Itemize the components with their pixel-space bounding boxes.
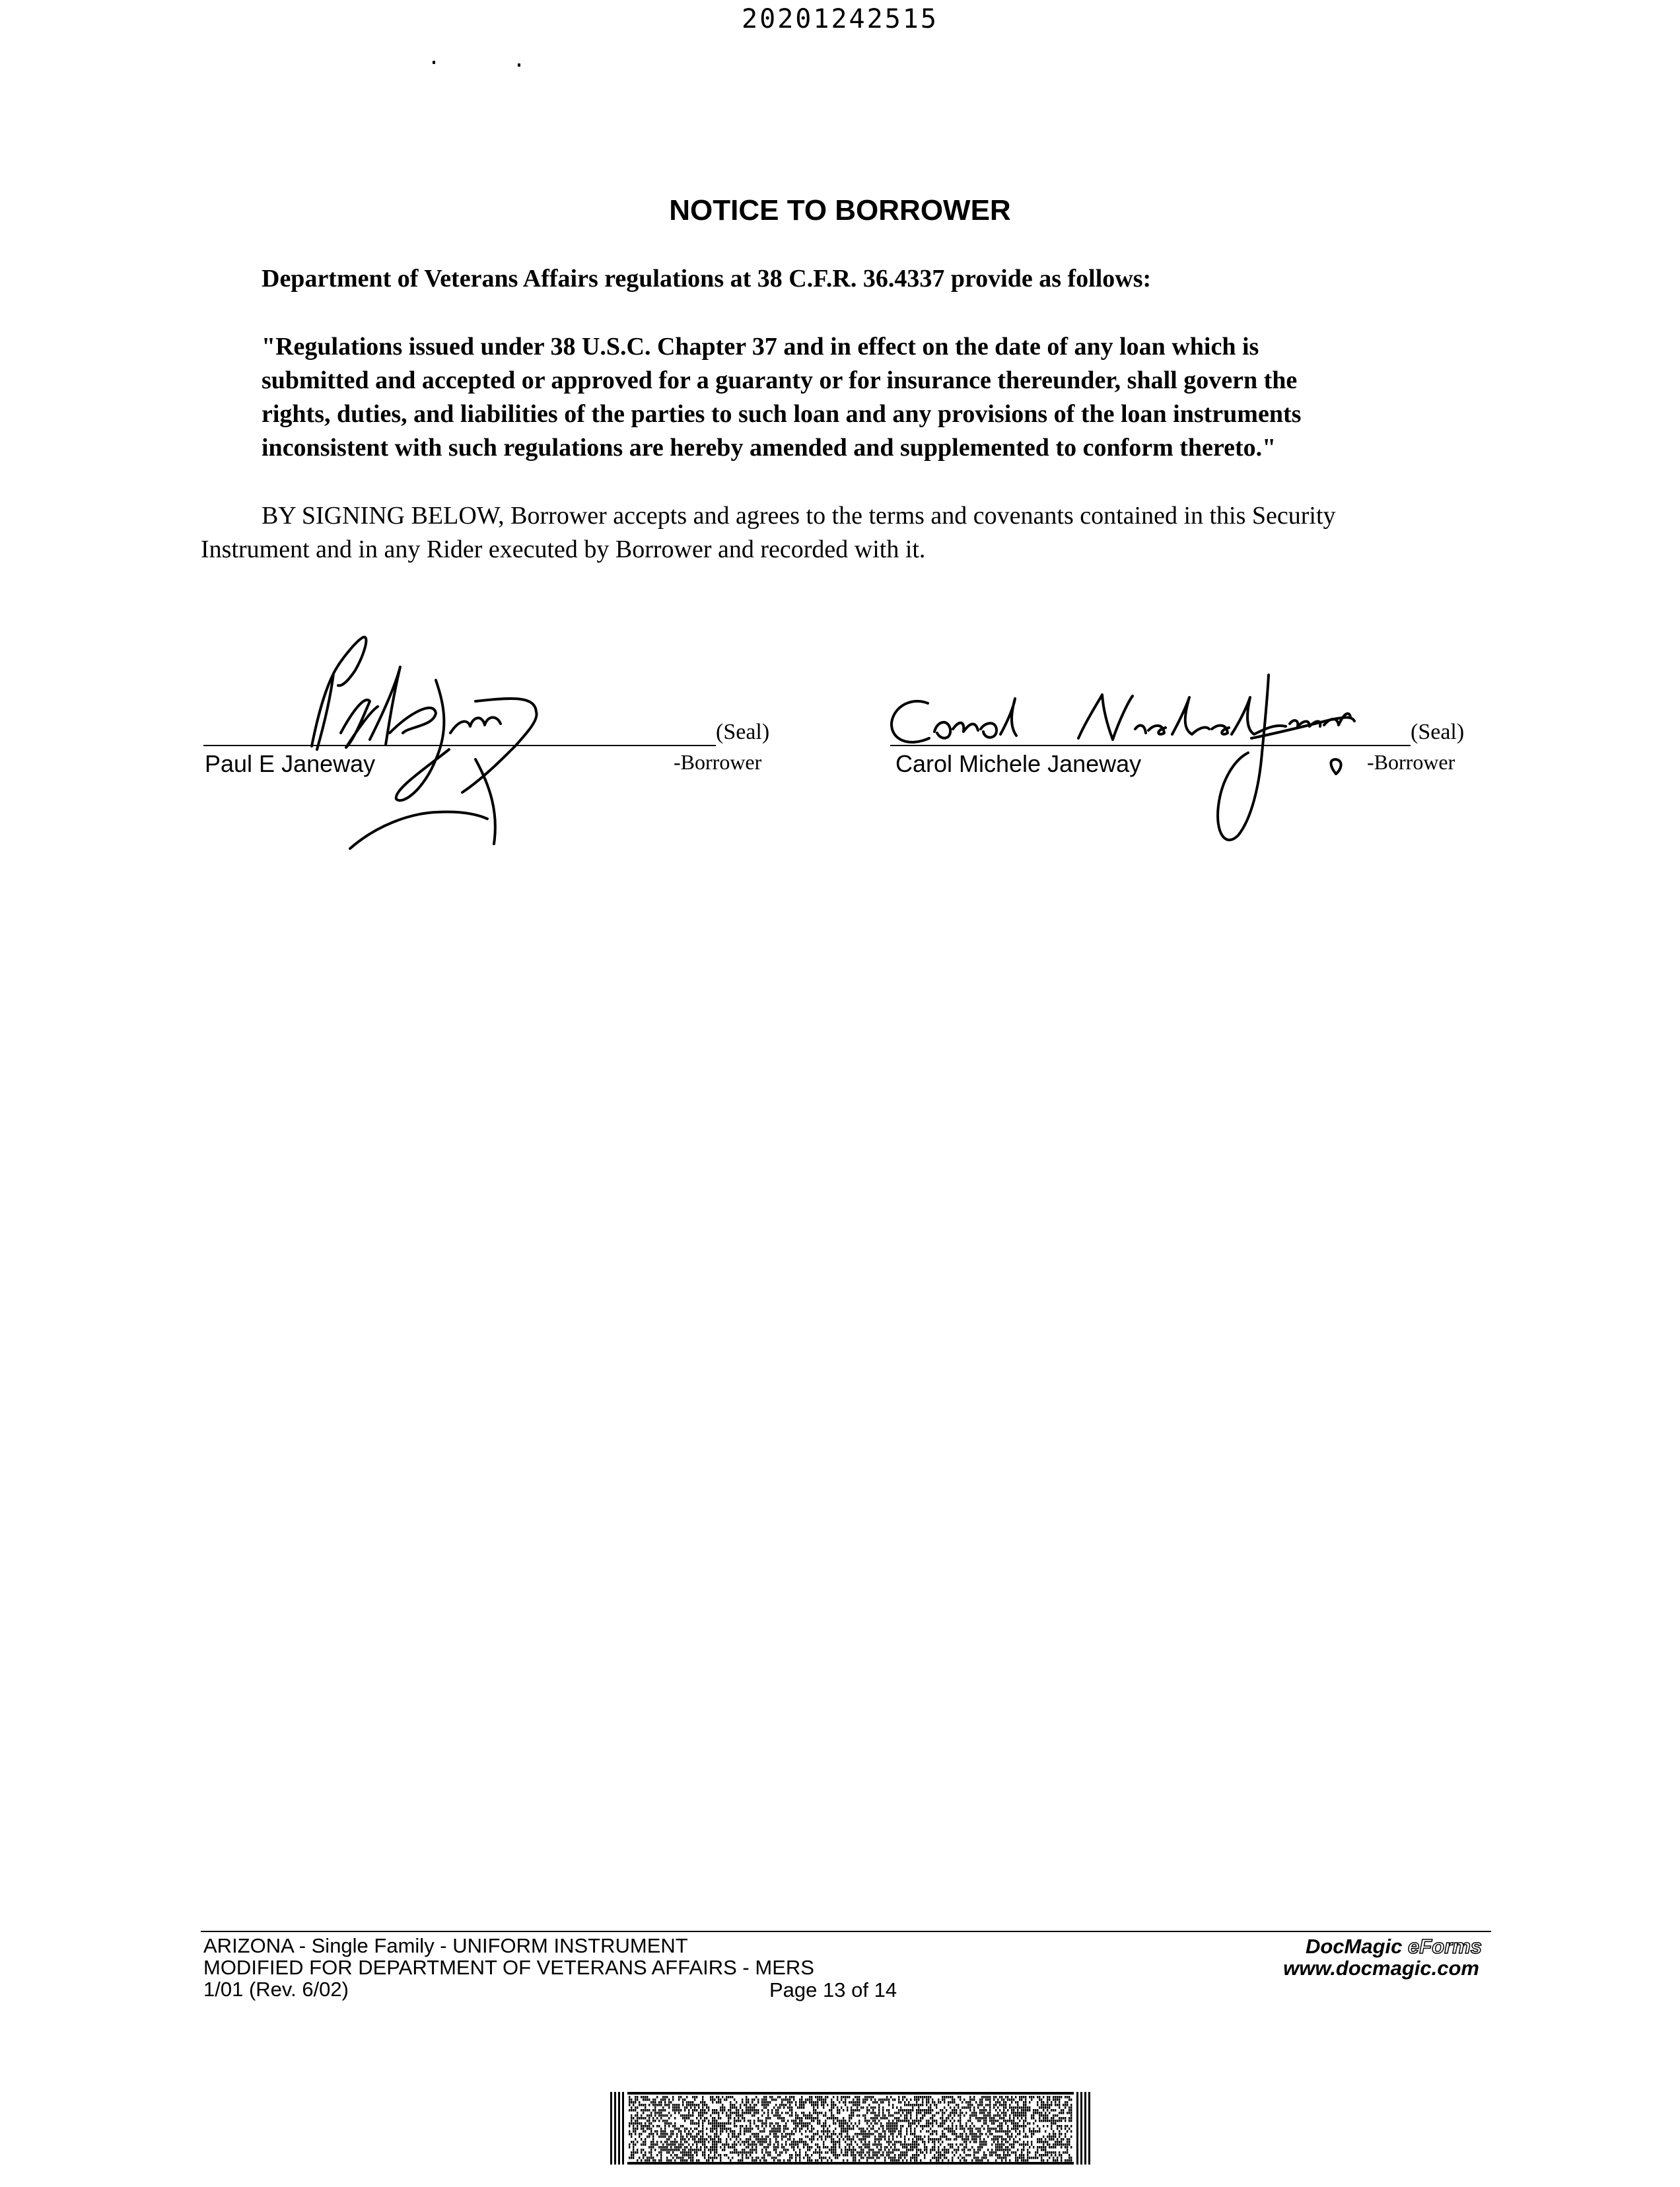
borrower-role: -Borrower: [1367, 750, 1455, 774]
footer-line: MODIFIED FOR DEPARTMENT OF VETERANS AFFAIRS - MERS: [203, 1956, 814, 1979]
page-number: Page 13 of 14: [769, 1978, 897, 2001]
scan-speck: [433, 61, 435, 64]
signer-name: Carol Michele Janeway: [895, 750, 1142, 777]
docmagic-logo: [1306, 1935, 1482, 1959]
regulation-quote: [262, 330, 1450, 465]
seal-label: (Seal): [716, 720, 770, 744]
barcode-image: [610, 2092, 1091, 2165]
footer-form-info: [203, 1935, 814, 2000]
quote-line: "Regulations issued under 38 U.S.C. Chapter 37 and in effect on the date of any loan which is: [262, 333, 1259, 361]
signing-statement: [201, 499, 1508, 567]
scan-speck: [518, 63, 520, 67]
quote-line: rights, duties, and liabilities of the parties to such loan and any provisions of the loan instruments: [262, 400, 1302, 428]
footer-line: ARIZONA - Single Family - UNIFORM INSTRUMENT: [203, 1934, 688, 1957]
signer-name: Paul E Janeway: [205, 750, 376, 777]
borrower-role: -Borrower: [674, 750, 762, 774]
seal-label: (Seal): [1411, 720, 1465, 744]
brand-eforms: eForms: [1408, 1935, 1482, 1958]
signing-line: Instrument and in any Rider executed by Borrower and recorded with it.: [201, 536, 926, 563]
recording-number: 20201242515: [742, 4, 938, 34]
signing-line: BY SIGNING BELOW, Borrower accepts and agrees to the terms and covenants contained in this Security: [262, 502, 1336, 530]
notice-title: NOTICE TO BORROWER: [669, 194, 1011, 226]
regulation-intro: Department of Veterans Affairs regulations at 38 C.F.R. 36.4337 provide as follows:: [262, 265, 1152, 293]
footer-line: 1/01 (Rev. 6/02): [203, 1978, 349, 2001]
signature-paul-janeway: [277, 634, 581, 852]
brand-url: www.docmagic.com: [1283, 1957, 1479, 1980]
quote-line: inconsistent with such regulations are hereby amended and supplemented to conform thereto.": [262, 434, 1277, 462]
quote-line: submitted and accepted or approved for a guaranty or for insurance thereunder, shall govern the: [262, 366, 1298, 394]
footer-rule: [201, 1931, 1491, 1932]
brand-name: DocMagic: [1305, 1935, 1403, 1958]
